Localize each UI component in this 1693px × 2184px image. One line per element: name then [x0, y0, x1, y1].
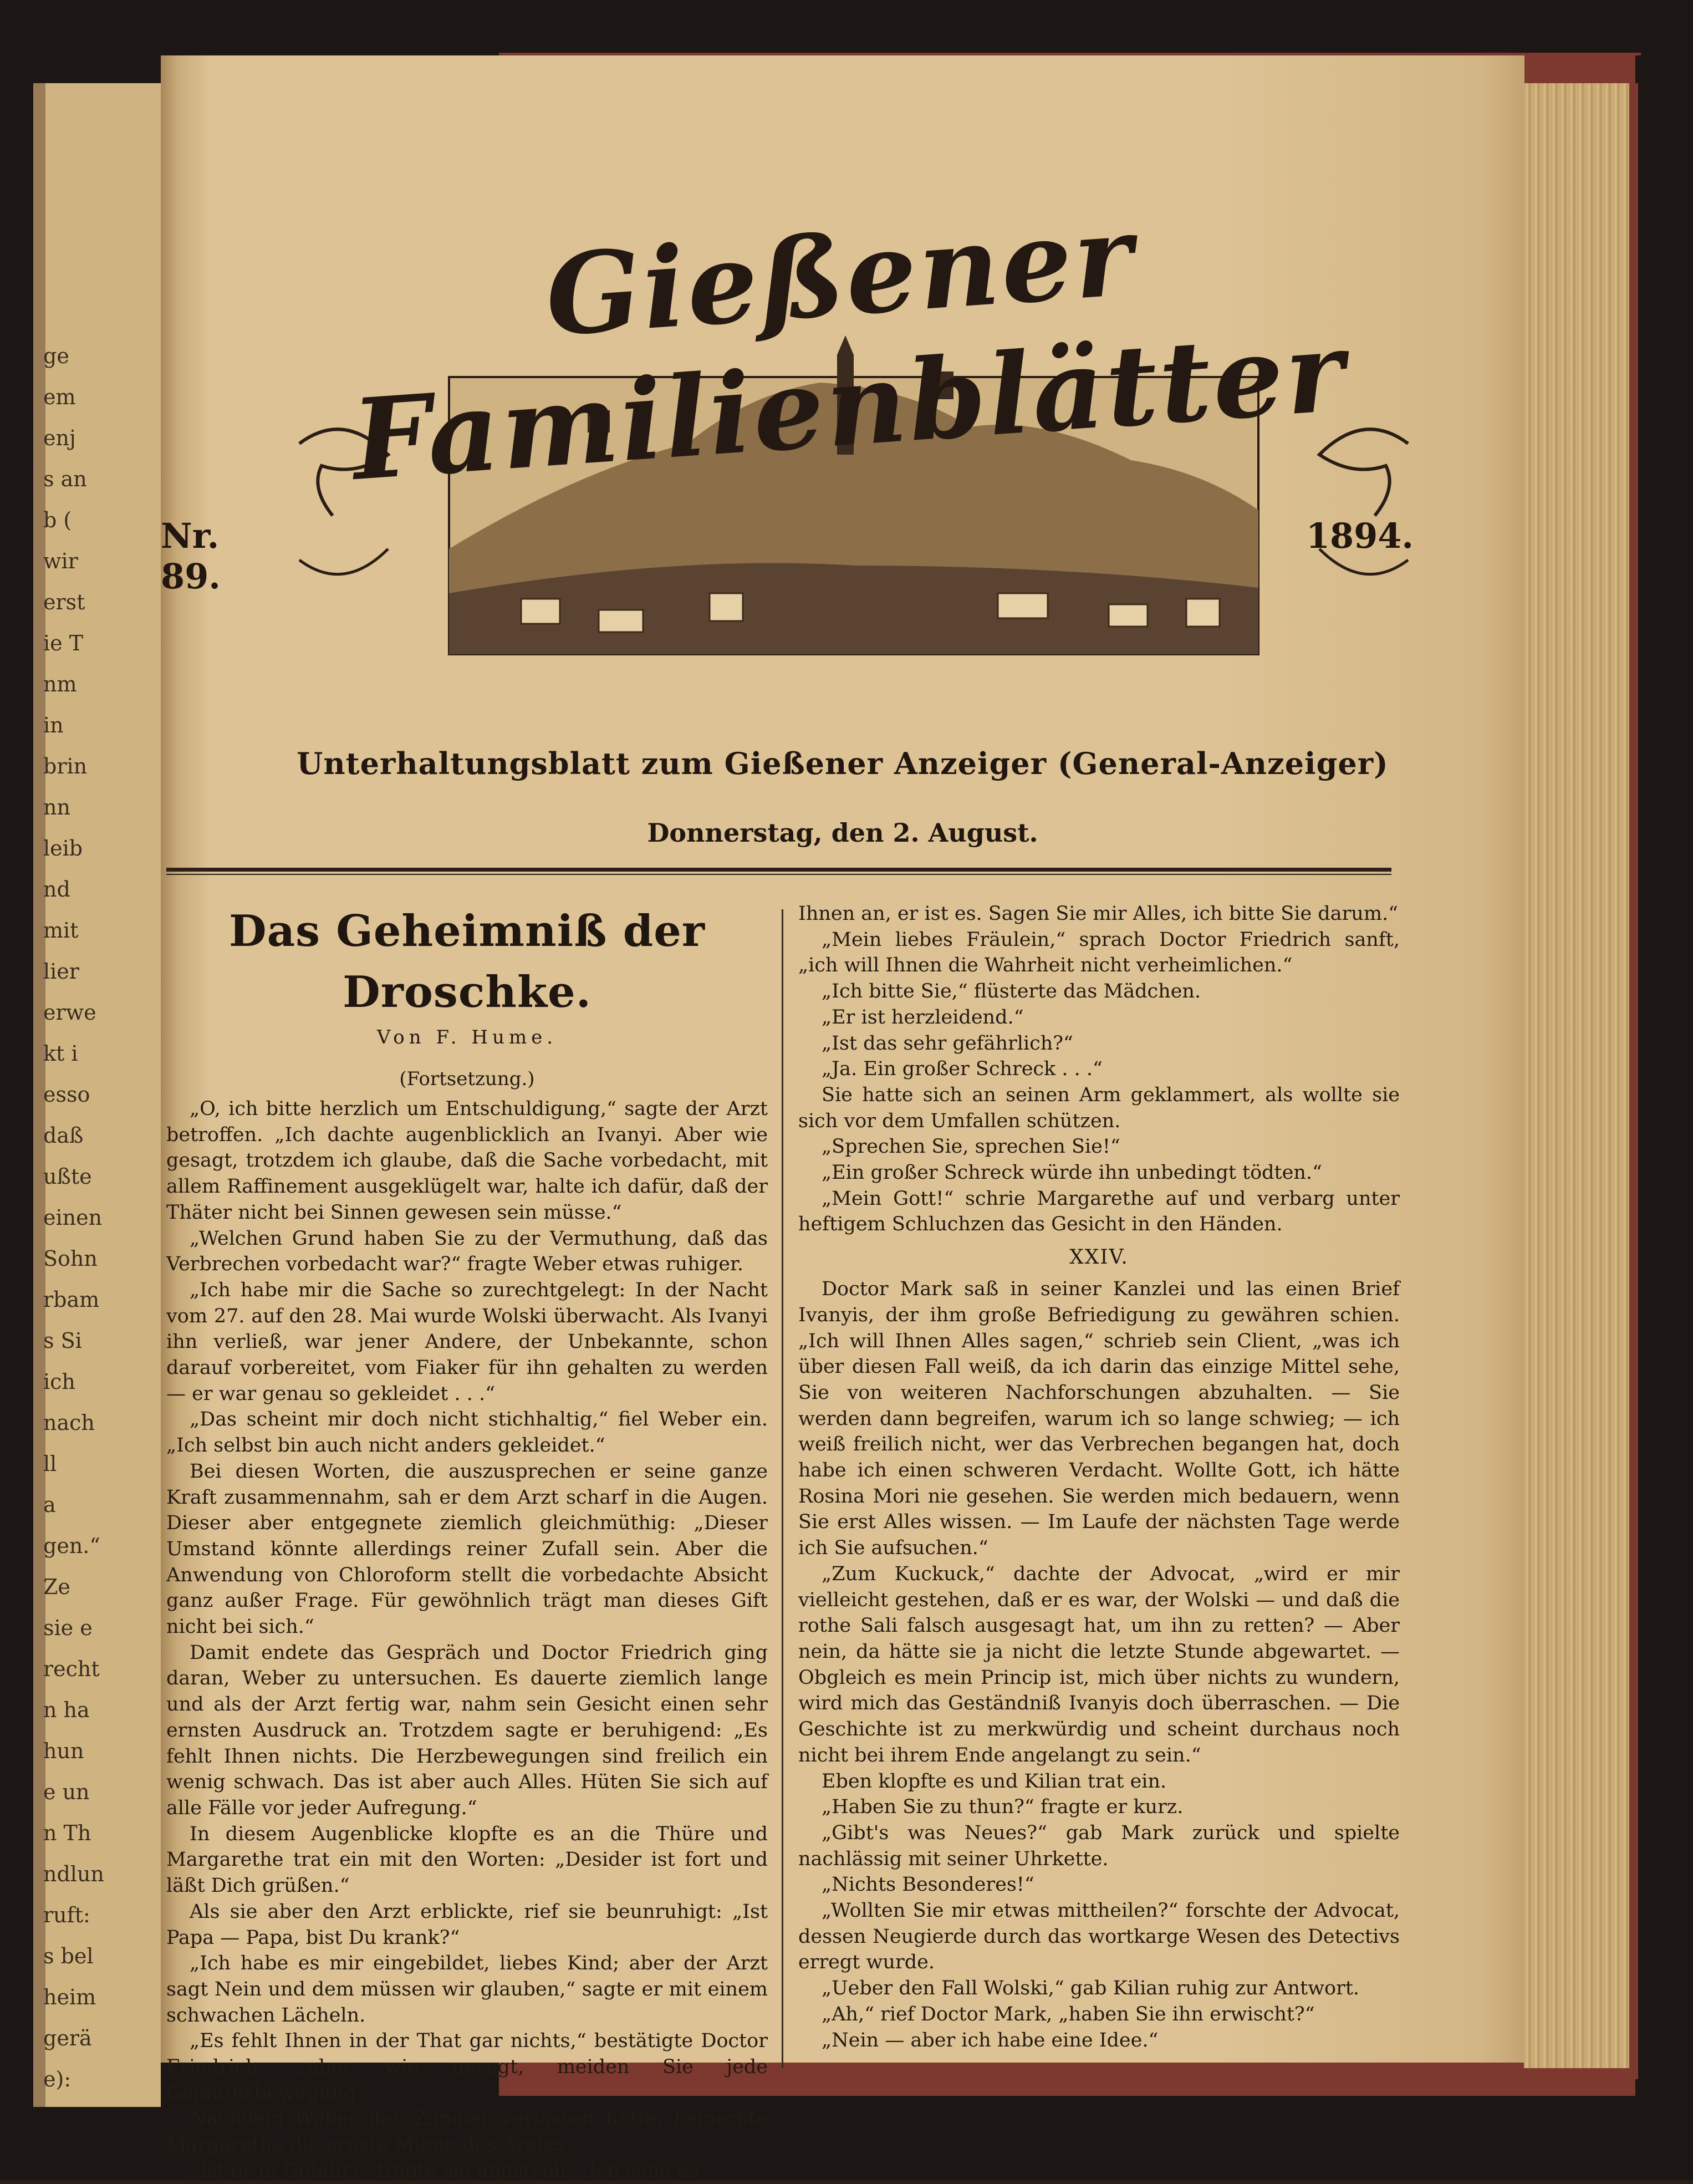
masthead-subtitle: Unterhaltungsblatt zum Gießener Anzeiger (General-Anzeiger) — [297, 746, 1389, 781]
previous-page-fragment: rbam — [43, 1287, 100, 1312]
paragraph: Bei diesen Worten, die auszusprechen er seine ganze Kraft zusammennahm, sah er dem Arzt scharf in die Augen. Dieser aber entgegnete ziemlich gleichmüthig: „Dieser Umstand könnte allerdings reiner Zufall sein. Aber die Anwendung von Chloroform stellt die vorbedachte Absicht ganz außer Frage. Für gewöhnlich trägt man dieses Gift nicht bei sich.“ — [166, 1460, 768, 1638]
previous-page-fragment: lier — [43, 959, 79, 984]
previous-page-fragment: leib — [43, 836, 83, 861]
paragraph: „Ein großer Schreck würde ihn unbedingt tödten.“ — [822, 1162, 1322, 1184]
chapter-heading: XXIV. — [1069, 1246, 1129, 1269]
previous-page-fragment: s bel — [43, 1944, 94, 1968]
paragraph: „Sprechen Sie, sprechen Sie!“ — [822, 1136, 1120, 1158]
previous-page-fragment: ll — [43, 1452, 57, 1476]
previous-page-fragment: em — [43, 385, 76, 409]
previous-page-fragment: ußte — [43, 1164, 92, 1189]
previous-page-fragment: ge — [43, 344, 69, 368]
paragraph: „Ah,“ rief Doctor Mark, „haben Sie ihn erwischt?“ — [822, 2003, 1315, 2025]
header-rule — [166, 868, 1391, 872]
paragraph: „Das scheint mir doch nicht stichhaltig,“ fiel Weber ein. „Ich selbst bin auch nicht anders gekleidet.“ — [166, 1408, 768, 1457]
previous-page-fragment: a — [43, 1493, 56, 1517]
paragraph: „Er ist herzleidend.“ — [822, 1006, 1024, 1029]
paragraph: „Ich habe es mir eingebildet, liebes Kind; aber der Arzt sagt Nein und dem müssen wir glauben,“ sagte er mit einem schwachen Lächeln. — [166, 1952, 768, 2027]
masthead-title: Gießener Familienblätter — [348, 190, 1350, 506]
paragraph: „Welchen Grund haben Sie zu der Vermuthung, daß das Verbrechen vorbedacht war?“ fragte Weber etwas ruhiger. — [166, 1227, 768, 1276]
paragraph: Sie hatte sich an seinen Arm geklammert, als wollte sie sich vor dem Umfallen schützen. — [798, 1083, 1400, 1132]
paragraph: „Nein — aber ich habe eine Idee.“ — [822, 2029, 1159, 2051]
previous-page-fragment: wir — [43, 549, 78, 573]
paragraph: „Nichts Besonderes!“ — [822, 1874, 1034, 1896]
paragraph: „Ist er in Gefahr?“ fragte sie angstvoll. „Ich sehe es — [190, 2159, 699, 2182]
story-title: Das Geheimniß der Droschke. — [228, 906, 705, 1017]
paragraph: „Ich habe mir die Sache so zurechtgelegt: In der Nacht vom 27. auf den 28. Mai wurde Wolski überwacht. Als Ivanyi ihn verließ, war jener Andere, der Unbekannte, schon darauf vorbereitet, vom Fiaker für ihn gehalten zu werden — er war genau so gekleidet . . .“ — [166, 1279, 768, 1405]
column-divider — [782, 909, 783, 2068]
paragraph: Eben klopfte es und Kilian trat ein. — [822, 1770, 1167, 1793]
continuation-note: (Fortsetzung.) — [399, 1068, 535, 1090]
paragraph: Nachdem Weber das Zimmer verlassen hatte, bemerkte Margarethe die ernste Miene des Arztes. — [166, 2107, 768, 2156]
previous-page-fragment: b ( — [43, 508, 72, 532]
previous-page-fragment: brin — [43, 754, 88, 778]
article-column-left — [166, 901, 768, 2184]
previous-page-fragment: s an — [43, 467, 87, 491]
previous-page-fragment: in — [43, 713, 64, 737]
article-column-right — [798, 901, 1400, 2053]
previous-page-fragment: enj — [43, 426, 76, 450]
previous-page-fragment: mit — [43, 918, 79, 943]
paragraph: „Zum Kuckuck,“ dachte der Advocat, „wird er mir vielleicht gestehen, daß er es war, der Wolski — und daß die rothe Sali falsch ausgesagt hat, um ihn zu retten? — Aber nein, da hätte sie ja nicht die letzte Stunde abgewartet. — Obgleich es mein Princip ist, mich über nichts zu wundern, wird mich das Geständniß Ivanyis doch überraschen. — Die Geschichte ist zu merkwürdig und scheint durchaus noch nicht bei ihrem Ende angelangt zu sein.“ — [798, 1562, 1400, 1766]
paragraph: Als sie aber den Arzt erblickte, rief sie beunruhigt: „Ist Papa — Papa, bist Du krank?“ — [166, 1900, 768, 1949]
paragraph: „Mein Gott!“ schrie Margarethe auf und verbarg unter heftigem Schluchzen das Gesicht in den Händen. — [798, 1187, 1400, 1236]
paragraph: „O, ich bitte herzlich um Entschuldigung,“ sagte der Arzt betroffen. „Ich dachte augenblicklich an Ivanyi. Aber wie gesagt, trotzdem ich glaube, daß die Sache vorbedacht, mit allem Raffinement ausgeklügelt war, halte ich dafür, daß der Thäter nicht bei Sinnen gewesen sein müsse.“ — [166, 1098, 768, 1224]
previous-page-fragment: ruft: — [43, 1903, 90, 1927]
previous-page-fragment: nn — [43, 795, 70, 819]
right-column-paragraphs — [798, 901, 1400, 1238]
header-rule-thin — [166, 874, 1391, 875]
paragraph: „Es fehlt Ihnen in der That gar nichts,“ bestätigte Doctor Friedrich, „aber wie gesagt, meiden Sie jede Gemüthsbewegung.“ — [166, 2030, 768, 2104]
book-cover-right — [1635, 55, 1693, 2107]
paragraph: „Gibt's was Neues?“ gab Mark zurück und spielte nachlässig mit seiner Uhrkette. — [798, 1821, 1400, 1870]
previous-page-fragment: nd — [43, 877, 70, 902]
paragraph: „Ja. Ein großer Schreck . . .“ — [822, 1058, 1103, 1081]
previous-page-fragment: s Si — [43, 1328, 82, 1353]
paragraph: „Ich bitte Sie,“ flüsterte das Mädchen. — [822, 980, 1201, 1003]
previous-page-fragment: e): — [43, 2067, 72, 2091]
story-author: Von F. Hume. — [376, 1026, 558, 1048]
previous-page-fragment: ndlun — [43, 1862, 104, 1886]
previous-page-fragment: gerä — [43, 2026, 92, 2050]
newspaper-page — [161, 55, 1524, 2182]
previous-page-fragment: erst — [43, 590, 85, 614]
previous-page-fragment: Ze — [43, 1575, 70, 1599]
previous-page-fragment: kt i — [43, 1041, 78, 1066]
previous-page-fragment: heim — [43, 1985, 96, 2009]
previous-page-fragment: nach — [43, 1411, 95, 1435]
chapter-paragraphs — [798, 1276, 1400, 2053]
previous-page-fragment: hun — [43, 1739, 84, 1763]
paragraph: In diesem Augenblicke klopfte es an die Thüre und Margarethe trat ein mit den Worten: „Desider ist fort und läßt Dich grüßen.“ — [166, 1822, 768, 1897]
paragraph: Ihnen an, er ist es. Sagen Sie mir Alles, ich bitte Sie darum.“ — [798, 903, 1399, 925]
paragraph: „Mein liebes Fräulein,“ sprach Doctor Friedrich sanft, „ich will Ihnen die Wahrheit nicht verheimlichen.“ — [798, 928, 1400, 977]
paragraph: Damit endete das Gespräch und Doctor Friedrich ging daran, Weber zu untersuchen. Es dauerte ziemlich lange und als der Arzt fertig war, nahm sein Gesicht einen sehr ernsten Ausdruck an. Trotzdem sagte er beruhigend: „Es fehlt Ihnen nichts. Die Herzbewegungen sind freilich ein wenig schwach. Das ist aber auch Alles. Hüten Sie sich auf alle Fälle vor jeder Aufregung.“ — [166, 1641, 768, 1819]
issue-date: Donnerstag, den 2. August. — [647, 818, 1038, 848]
previous-page-fragment: n ha — [43, 1698, 90, 1722]
paragraph: Doctor Mark saß in seiner Kanzlei und las einen Brief Ivanyis, der ihm große Befriedigung zu gewähren schien. „Ich will Ihnen Alles sagen,“ schrieb sein Client, „was ich über diesen Fall weiß, da ich darin das einzige Mittel sehe, Sie von weiteren Nachforschungen abzuhalten. — Sie werden dann begreifen, warum ich so lange schwieg; — ich weiß freilich nicht, wer das Verbrechen begangen hat, doch habe ich einen schweren Verdacht. Wollte Gott, ich hätte Rosina Mori nie gesehen. Sie werden mich bedauern, wenn Sie erst Alles wissen. — Im Laufe der nächsten Tage werde ich Sie aufsuchen.“ — [798, 1278, 1400, 1560]
paragraph: „Haben Sie zu thun?“ fragte er kurz. — [822, 1796, 1184, 1819]
paragraph: „Ist das sehr gefährlich?“ — [822, 1032, 1073, 1055]
previous-page-fragment: daß — [43, 1123, 84, 1148]
previous-page-fragment: nm — [43, 672, 77, 696]
issue-year: 1894. — [1306, 516, 1414, 556]
previous-page-fragment: e un — [43, 1780, 90, 1804]
paragraph: „Ueber den Fall Wolski,“ gab Kilian ruhig zur Antwort. — [822, 1977, 1360, 2000]
previous-page-fragment: ie T — [43, 631, 84, 655]
left-column-paragraphs — [166, 1096, 768, 2184]
previous-page-fragment: sie e — [43, 1616, 93, 1640]
previous-page-fragment: recht — [43, 1657, 100, 1681]
page-stack-edges — [1524, 83, 1629, 2068]
previous-page-fragment: Sohn — [43, 1246, 98, 1271]
previous-page-fragment: einen — [43, 1205, 103, 1230]
previous-page-fragment: erwe — [43, 1000, 96, 1025]
issue-number: Nr. 89. — [161, 516, 221, 597]
previous-page-fragment: gen.“ — [43, 1534, 100, 1558]
previous-page-fragment: ich — [43, 1370, 75, 1394]
previous-page-fragment: n Th — [43, 1821, 91, 1845]
previous-page-strip — [33, 83, 161, 2107]
previous-page-fragment: esso — [43, 1082, 90, 1107]
paragraph: „Wollten Sie mir etwas mittheilen?“ forschte der Advocat, dessen Neugierde durch das wortkarge Wesen des Detectivs erregt wurde. — [798, 1900, 1400, 1974]
